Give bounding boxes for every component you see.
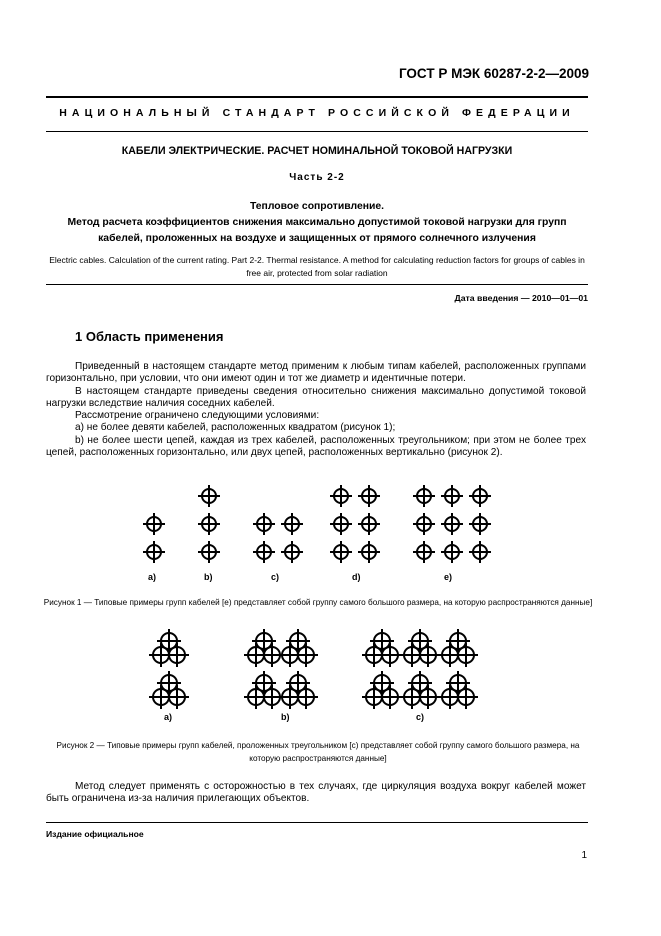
trefoil-group — [362, 629, 402, 667]
figure-1-label-a: a) — [148, 572, 157, 582]
part-title: Часть 2-2 — [289, 172, 345, 183]
figure-1-diagram — [143, 485, 491, 563]
cable-icon — [330, 513, 352, 535]
figure-2-caption: Рисунок 2 — Типовые примеры групп кабелей, проложенных треугольником [с) представляет собой группу самого большого размера, на которую распространяются данные] — [56, 741, 580, 763]
introduction-date: Дата введения — 2010—01—01 — [454, 293, 588, 303]
figure-2-label-c: c) — [416, 712, 425, 722]
trefoil-group — [149, 629, 189, 667]
trefoil-group — [244, 629, 284, 667]
list-item-a: а) не более девяти кабелей, расположенных квадратом (рисунок 1); — [75, 422, 396, 434]
footer-rule — [46, 822, 588, 823]
cable-icon — [253, 541, 275, 563]
cable-icon — [143, 513, 165, 535]
cable-icon — [413, 541, 435, 563]
figure-1-label-d: d) — [352, 572, 361, 582]
list-item-b: b) не более шести цепей, каждая из трех кабелей, расположенных треугольником; при этом не более трех цепей, расположенных горизонтально, или двух цепей, расположенных вертикально (рисунок 2). — [46, 434, 586, 459]
cable-icon — [441, 541, 463, 563]
paragraph-caution: Метод следует применять с осторожностью в тех случаях, где циркуляция воздуха вокруг кабелей может быть ограничена из-за наличия прилегающих объектов. — [46, 781, 586, 805]
subtitle-line-1: Тепловое сопротивление. — [249, 201, 385, 212]
trefoil-group — [438, 629, 478, 667]
trefoil-group — [400, 629, 440, 667]
cable-icon — [413, 513, 435, 535]
cable-icon — [469, 485, 491, 507]
cable-icon — [281, 513, 303, 535]
cable-icon — [198, 485, 220, 507]
cable-icon — [441, 513, 463, 535]
cable-icon — [413, 485, 435, 507]
figure-1-label-e: e) — [444, 572, 453, 582]
figure-1-label-c: c) — [271, 572, 280, 582]
english-title: Electric cables. Calculation of the current rating. Part 2-2. Thermal resistance. A method for calculating reduction factors for groups of cables in free air, protected from solar radiation — [49, 255, 585, 278]
figure-2-diagram — [149, 629, 478, 709]
document-title: КАБЕЛИ ЭЛЕКТРИЧЕСКИЕ. РАСЧЕТ НОМИНАЛЬНОЙ ТОКОВОЙ НАГРУЗКИ — [121, 145, 513, 157]
cable-icon — [469, 513, 491, 535]
subtitle-line-2: Метод расчета коэффициентов снижения максимально допустимой токовой нагрузки для групп кабелей, проложенных на воздухе и защищенных от прямого солнечного излучения — [67, 217, 567, 244]
trefoil-group — [362, 671, 402, 709]
cable-icon — [143, 541, 165, 563]
paragraph-scope: Приведенный в настоящем стандарте метод применим к любым типам кабелей, расположенных группами горизонтально, при условии, что они имеют один и тот же диаметр и идентичные потери. — [46, 361, 586, 385]
figure-2-label-a: a) — [164, 712, 173, 722]
trefoil-group — [278, 671, 318, 709]
cable-icon — [358, 513, 380, 535]
cable-icon — [281, 541, 303, 563]
figure-1-label-b: b) — [204, 572, 213, 582]
cable-icon — [441, 485, 463, 507]
figure-1-caption: Рисунок 1 — Типовые примеры групп кабелей [е) представляет собой группу самого большого размера, на которую распространяются данные] — [43, 598, 593, 607]
trefoil-group — [244, 671, 284, 709]
paragraph-conditions: Рассмотрение ограничено следующими условиями: — [75, 410, 320, 422]
cable-icon — [253, 513, 275, 535]
cable-icon — [358, 485, 380, 507]
page-number: 1 — [581, 850, 587, 861]
cable-icon — [198, 513, 220, 535]
section-body-end — [46, 781, 586, 806]
official-edition-note: Издание официальное — [46, 829, 144, 839]
section-heading: 1 Область применения — [75, 329, 224, 344]
trefoil-group — [278, 629, 318, 667]
trefoil-group — [438, 671, 478, 709]
standard-number: ГОСТ Р МЭК 60287-2-2—2009 — [398, 66, 589, 81]
trefoil-group — [149, 671, 189, 709]
cable-icon — [330, 541, 352, 563]
figure-2-label-b: b) — [281, 712, 290, 722]
cable-icon — [198, 541, 220, 563]
cable-icon — [469, 541, 491, 563]
cable-icon — [330, 485, 352, 507]
trefoil-group — [400, 671, 440, 709]
cable-icon — [358, 541, 380, 563]
country-standard-title: НАЦИОНАЛЬНЫЙ СТАНДАРТ РОССИЙСКОЙ ФЕДЕРАЦИИ — [59, 107, 575, 119]
paragraph-info: В настоящем стандарте приведены сведения относительно снижения максимально допустимой токовой нагрузки вследствие наличия соседних кабелей. — [46, 385, 586, 409]
